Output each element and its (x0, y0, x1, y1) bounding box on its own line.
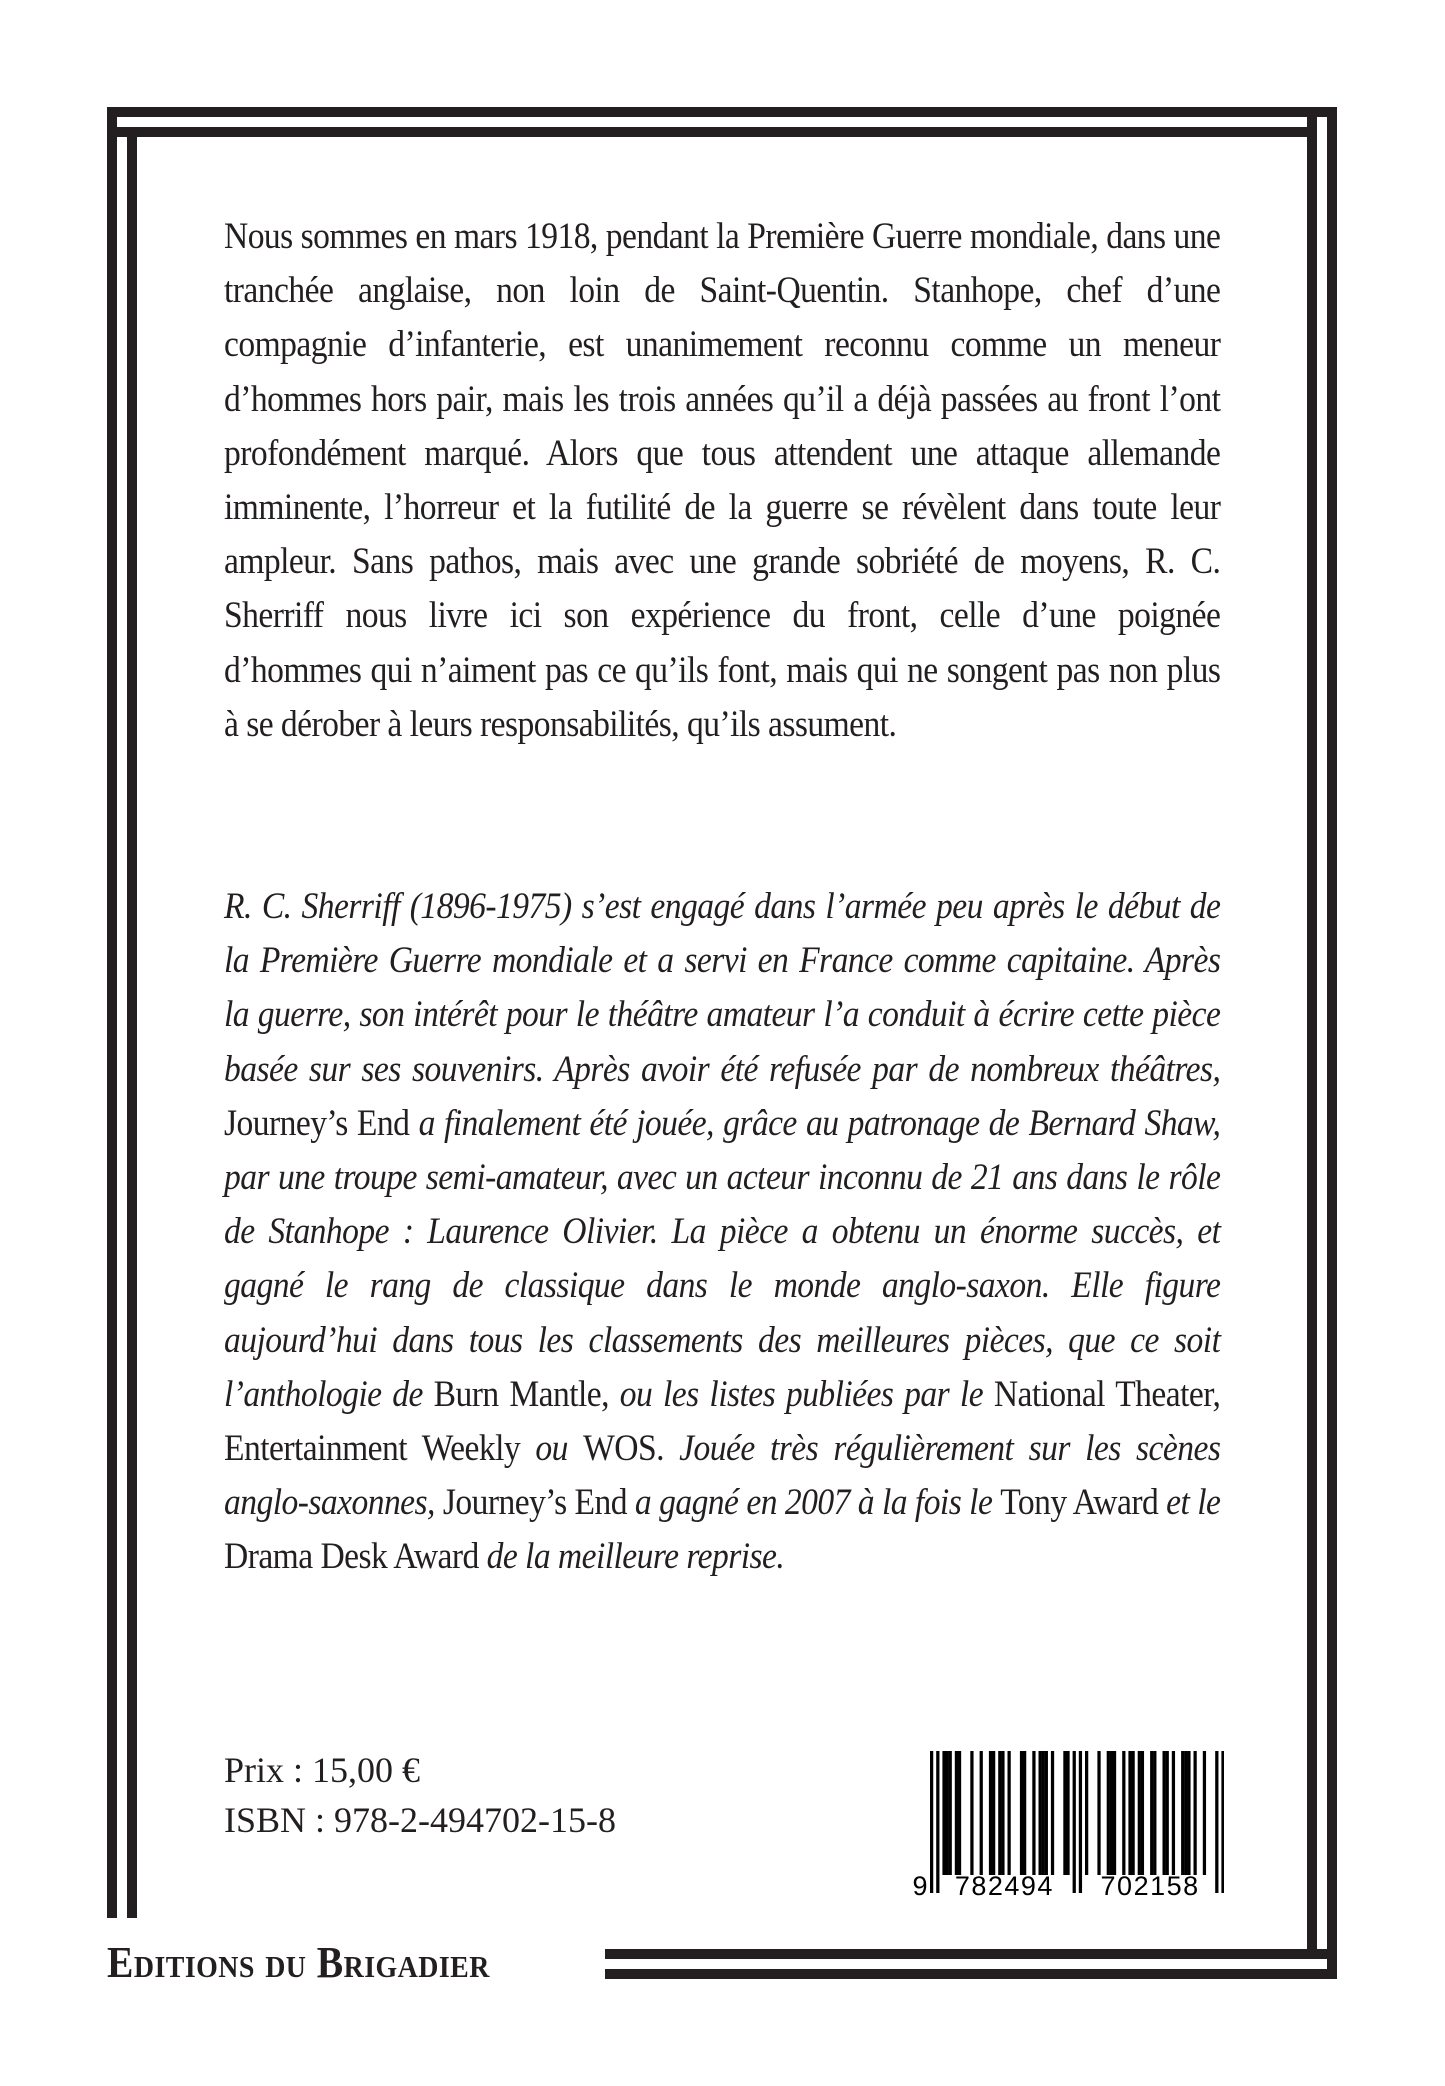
title-reference: National Theater, Entertainment Weekly (224, 1372, 1221, 1469)
bio-text: et le (1158, 1481, 1221, 1523)
bio-text: R. C. Sherriff (1896-1975) s’est engagé dans l’armée peu après le début de la Première Guerre mondiale et a servi en France comme capitaine. Après la guerre, son intérêt pour le théâtre amateur l’a conduit à écrire cette pièce basée sur ses souvenirs. Après avoir été refusée par de nombreux théâtres, (224, 885, 1221, 1089)
title-reference: Burn Mantle, (433, 1372, 610, 1414)
title-reference: Journey’s End (224, 1101, 410, 1143)
price-label: Prix : 15,00 € (224, 1750, 421, 1790)
frame-top-bar-outer (107, 107, 1337, 117)
frame-left-bar-outer (107, 107, 117, 1918)
frame-left-bar-inner (127, 127, 137, 1918)
bio-text: Jouée très régulièrement sur les scènes anglo-saxonnes, (224, 1427, 1221, 1523)
frame-top-bar-inner (107, 127, 1317, 137)
bio-text: a finalement été jouée, grâce au patronage de Bernard Shaw, par une troupe semi-amateur, avec un acteur inconnu de 21 ans dans le rôle de Stanhope : Laurence Olivier. La pièce a obtenu un énorme succès, et gagné le rang de classique dans le monde anglo-saxon. Elle figure aujourd’hui dans tous les classements des meilleures pièces, que ce soit l’anthologie de (224, 1101, 1221, 1414)
isbn-barcode (912, 1751, 1224, 1897)
svg-text:702158: 702158 (1100, 1871, 1200, 1897)
title-reference: Tony Award (1000, 1481, 1159, 1523)
title-reference: Drama Desk Award (224, 1535, 479, 1577)
isbn-label: ISBN : 978-2-494702-15-8 (224, 1800, 616, 1840)
frame-bottom-bar-inner (605, 1949, 1337, 1959)
svg-text:9: 9 (912, 1871, 928, 1897)
author-bio-paragraph (224, 879, 1220, 1584)
synopsis-paragraph: Nous sommes en mars 1918, pendant la Première Guerre mondiale, dans une tranchée anglaise, non loin de Saint-Quentin. Stanhope, chef d’une compagnie d’infanterie, est unanimement reconnu comme un meneur d’hommes hors pair, mais les trois années qu’il a déjà passées au front l’ont profondément marqué. Alors que tous attendent une attaque allemande imminente, l’horreur et la futilité de la guerre se révèlent dans toute leur ampleur. Sans pathos, mais avec une grande sobriété de moyens, R. C. Sherriff nous livre ici son expérience du front, celle d’une poignée d’hommes qui n’aiment pas ce qu’ils font, mais qui ne songent pas non plus à se dérober à leurs responsabilités, qu’ils assument. (224, 215, 1221, 744)
title-reference: WOS. (583, 1427, 664, 1469)
frame-bottom-bar-outer (605, 1969, 1337, 1979)
bio-text: ou (520, 1427, 584, 1469)
svg-text:782494: 782494 (954, 1871, 1054, 1897)
bio-text: de la meilleure reprise. (478, 1535, 785, 1577)
barcode-graphic (912, 1751, 1224, 1897)
frame-right-bar-inner (1307, 107, 1317, 1959)
frame-right-bar-outer (1327, 107, 1337, 1979)
bio-text: a gagné en 2007 à la fois le (626, 1481, 1001, 1523)
price-isbn-block (224, 1745, 616, 1845)
bio-text: ou les listes publiées par le (609, 1372, 994, 1414)
publisher-name: Editions du Brigadier (107, 1938, 490, 1987)
title-reference: Journey’s End (442, 1481, 627, 1523)
